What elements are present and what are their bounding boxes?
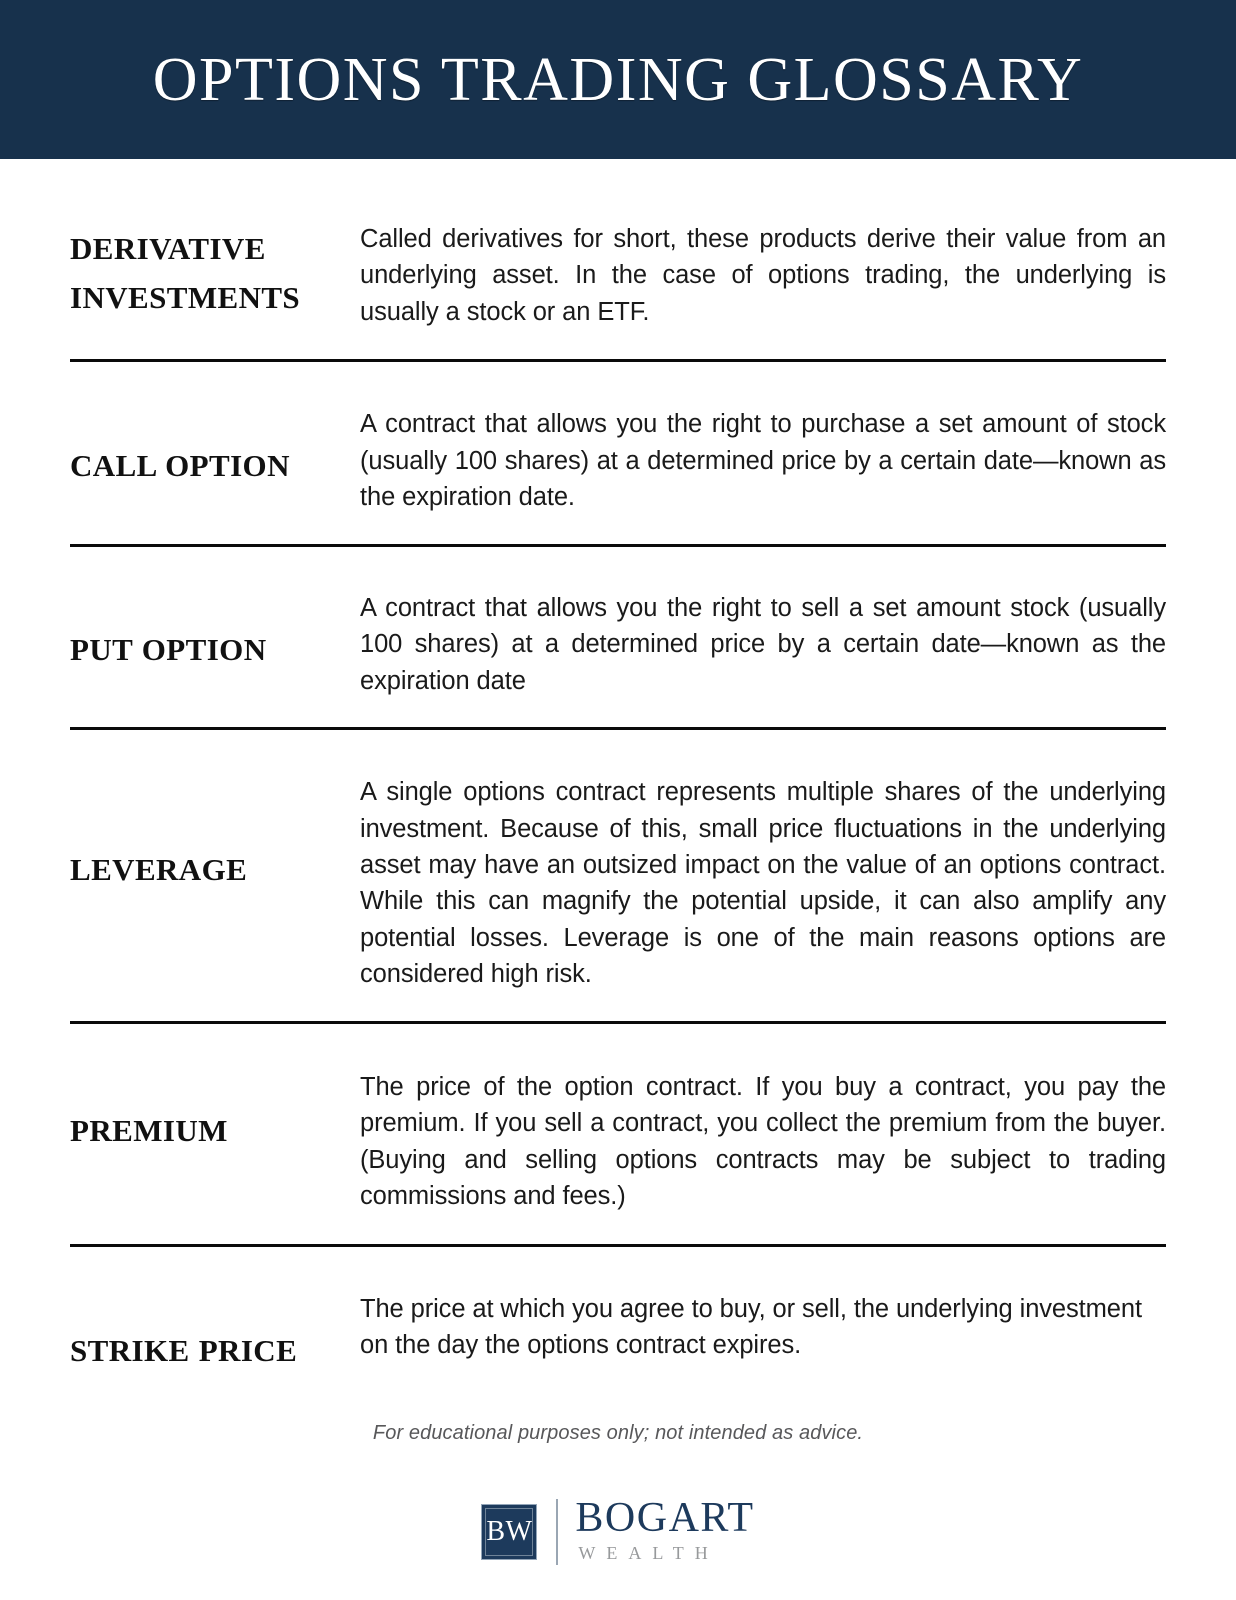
glossary-definition: The price at which you agree to buy, or sell, the underlying investment on the day the options contract expires.	[360, 1294, 1142, 1360]
logo-lockup	[481, 1495, 755, 1567]
glossary-definition: The price of the option contract. If you buy a contract, you pay the premium. If you sell a contract, you collect the premium from the buyer. (Buying and selling options contracts may be subject to trading commissions and fees.)	[360, 1072, 1166, 1211]
glossary-term: DERIVATIVE INVESTMENTS	[70, 231, 301, 315]
monogram-label: BW	[486, 1516, 533, 1548]
brand-logo	[0, 1495, 1236, 1567]
glossary-entry	[70, 547, 1166, 727]
glossary-entry	[70, 1247, 1166, 1376]
glossary-term: LEVERAGE	[70, 852, 248, 888]
glossary-entry	[70, 159, 1166, 359]
glossary-definition: A single options contract represents multiple shares of the underlying investment. Because of this, small price fluctuations in the underlying asset may have an outsized impact on the value of an options contract. While this can magnify the potential upside, it can also amplify any potential losses. Leverage is one of the main reasons options are considered high risk.	[360, 778, 1166, 989]
page-header-banner	[0, 0, 1236, 159]
logo-wordmark	[575, 1495, 755, 1567]
logo-divider	[556, 1499, 558, 1565]
glossary-list	[0, 159, 1236, 1376]
glossary-entry	[70, 1024, 1166, 1244]
brand-name: BOGART	[575, 1495, 755, 1541]
glossary-definition: Called derivatives for short, these products derive their value from an underlying asset. In the case of options trading, the underlying is usually a stock or an ETF.	[360, 225, 1166, 326]
glossary-term: STRIKE PRICE	[70, 1332, 298, 1368]
page-title: OPTIONS TRADING GLOSSARY	[152, 45, 1084, 114]
glossary-definition: A contract that allows you the right to sell a set amount stock (usually 100 shares) at a determined price by a certain date—known as the expiration date	[360, 593, 1166, 695]
glossary-definition: A contract that allows you the right to purchase a set amount of stock (usually 100 shares) at a determined price by a certain date—known as the expiration date.	[360, 410, 1166, 512]
glossary-term: PREMIUM	[70, 1112, 228, 1148]
glossary-entry	[70, 730, 1166, 1021]
brand-subtitle: WEALTH	[578, 1543, 719, 1564]
glossary-term: CALL OPTION	[70, 448, 290, 484]
disclaimer-text: For educational purposes only; not intended as advice.	[372, 1422, 864, 1444]
bw-monogram-icon	[481, 1504, 537, 1560]
glossary-entry	[70, 362, 1166, 543]
glossary-term: PUT OPTION	[70, 631, 267, 667]
